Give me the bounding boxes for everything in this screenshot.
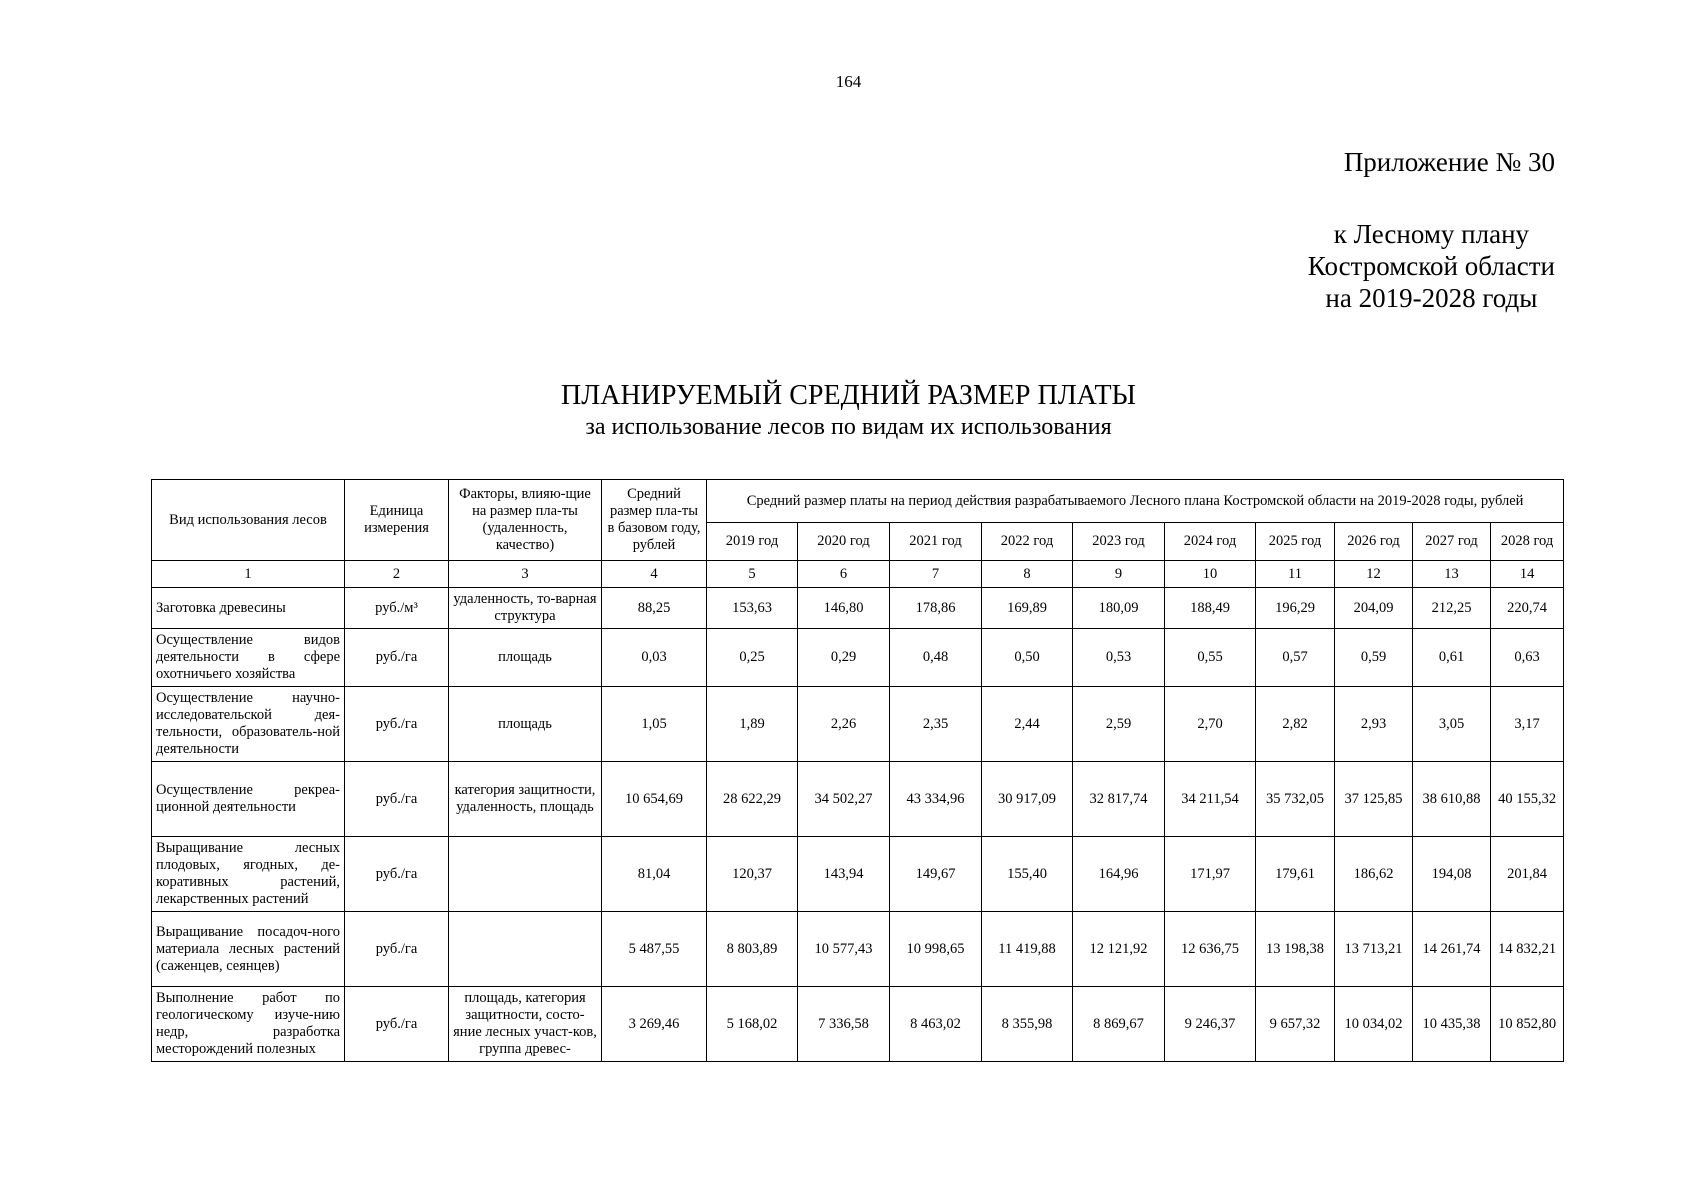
appendix-reference [1308,218,1555,314]
year-value: 0,59 [1335,629,1413,687]
header-year: 2024 год [1165,523,1256,561]
use-type-cell: Заготовка древесины [152,588,345,629]
factors-cell [449,912,602,987]
table-row [152,687,1564,762]
document-subtitle: за использование лесов по видам их использования [585,414,1112,440]
column-number: 13 [1413,561,1491,588]
table-row [152,588,1564,629]
use-type-cell: Осуществление видов деятельности в сфере охотничьего хозяйства [152,629,345,687]
year-value: 13 713,21 [1335,912,1413,987]
year-value: 13 198,38 [1256,912,1335,987]
appendix-reference-line: Костромской области [1307,251,1555,281]
header-year: 2027 год [1413,523,1491,561]
year-value: 8 803,89 [707,912,798,987]
base-year-value: 88,25 [602,588,707,629]
base-year-value: 0,03 [602,629,707,687]
year-value: 1,89 [707,687,798,762]
year-value: 30 917,09 [982,762,1073,837]
year-value: 34 211,54 [1165,762,1256,837]
header-unit: Единица измерения [345,480,449,561]
use-type-cell: Осуществление рекреа-ционной деятельности [152,762,345,837]
table-row [152,987,1564,1062]
year-value: 0,48 [890,629,982,687]
factors-cell: удаленность, то-варная структура [449,588,602,629]
year-value: 10 852,80 [1491,987,1564,1062]
header-year: 2025 год [1256,523,1335,561]
year-value: 146,80 [798,588,890,629]
year-value: 0,57 [1256,629,1335,687]
payment-table [151,479,1564,1062]
factors-cell: площадь [449,687,602,762]
column-number: 1 [152,561,345,588]
column-number: 8 [982,561,1073,588]
year-value: 180,09 [1073,588,1165,629]
document-title: ПЛАНИРУЕМЫЙ СРЕДНИЙ РАЗМЕР ПЛАТЫ [561,380,1136,411]
header-year: 2022 год [982,523,1073,561]
year-value: 10 577,43 [798,912,890,987]
year-value: 201,84 [1491,837,1564,912]
year-value: 8 355,98 [982,987,1073,1062]
base-year-value: 5 487,55 [602,912,707,987]
appendix-title: Приложение № 30 [1343,147,1555,177]
year-value: 2,70 [1165,687,1256,762]
year-value: 10 034,02 [1335,987,1413,1062]
header-use-type: Вид использования лесов [152,480,345,561]
table-row [152,762,1564,837]
year-value: 0,29 [798,629,890,687]
column-number: 6 [798,561,890,588]
year-value: 37 125,85 [1335,762,1413,837]
base-year-value: 81,04 [602,837,707,912]
unit-cell: руб./га [345,687,449,762]
header-base-year: Средний размер пла-ты в базовом году, рублей [602,480,707,561]
table-row [152,629,1564,687]
column-number: 9 [1073,561,1165,588]
year-value: 171,97 [1165,837,1256,912]
year-value: 2,82 [1256,687,1335,762]
year-value: 155,40 [982,837,1073,912]
factors-cell: площадь [449,629,602,687]
year-value: 196,29 [1256,588,1335,629]
year-value: 14 832,21 [1491,912,1564,987]
year-value: 0,55 [1165,629,1256,687]
year-value: 12 121,92 [1073,912,1165,987]
document-title-block [0,380,1697,442]
use-type-cell: Выполнение работ по геологическому изуче-нию недр, разработка месторождений полезных [152,987,345,1062]
header-year: 2026 год [1335,523,1413,561]
factors-cell: категория защитности, удаленность, площадь [449,762,602,837]
year-value: 149,67 [890,837,982,912]
column-number: 7 [890,561,982,588]
column-number: 3 [449,561,602,588]
header-period: Средний размер платы на период действия разрабатываемого Лесного плана Костромской области на 2019-2028 годы, рублей [707,480,1564,523]
year-value: 32 817,74 [1073,762,1165,837]
unit-cell: руб./га [345,987,449,1062]
year-value: 2,44 [982,687,1073,762]
column-number: 4 [602,561,707,588]
year-value: 28 622,29 [707,762,798,837]
header-row [152,480,1564,523]
unit-cell: руб./га [345,762,449,837]
year-value: 8 463,02 [890,987,982,1062]
year-value: 194,08 [1413,837,1491,912]
year-value: 212,25 [1413,588,1491,629]
year-value: 120,37 [707,837,798,912]
year-value: 10 998,65 [890,912,982,987]
use-type-cell: Осуществление научно-исследовательской дея-тельности, образователь-ной деятельности [152,687,345,762]
year-value: 12 636,75 [1165,912,1256,987]
year-value: 186,62 [1335,837,1413,912]
column-numbers-row [152,561,1564,588]
column-number: 12 [1335,561,1413,588]
unit-cell: руб./м³ [345,588,449,629]
table-row [152,837,1564,912]
year-value: 169,89 [982,588,1073,629]
year-value: 204,09 [1335,588,1413,629]
factors-cell [449,837,602,912]
table-header [152,480,1564,561]
year-value: 179,61 [1256,837,1335,912]
year-value: 9 246,37 [1165,987,1256,1062]
table-body [152,561,1564,1062]
year-value: 0,50 [982,629,1073,687]
year-value: 2,59 [1073,687,1165,762]
year-value: 40 155,32 [1491,762,1564,837]
unit-cell: руб./га [345,912,449,987]
header-factors: Факторы, влияю-щие на размер пла-ты (удаленность, качество) [449,480,602,561]
year-value: 2,26 [798,687,890,762]
year-value: 178,86 [890,588,982,629]
column-number: 5 [707,561,798,588]
appendix-reference-line: к Лесному плану [1333,219,1530,249]
year-value: 0,61 [1413,629,1491,687]
year-value: 5 168,02 [707,987,798,1062]
year-value: 34 502,27 [798,762,890,837]
year-value: 8 869,67 [1073,987,1165,1062]
header-year: 2021 год [890,523,982,561]
base-year-value: 10 654,69 [602,762,707,837]
year-value: 35 732,05 [1256,762,1335,837]
year-value: 9 657,32 [1256,987,1335,1062]
base-year-value: 3 269,46 [602,987,707,1062]
year-value: 0,63 [1491,629,1564,687]
table-row [152,912,1564,987]
column-number: 2 [345,561,449,588]
use-type-cell: Выращивание лесных плодовых, ягодных, де-коративных растений, лекарственных растений [152,837,345,912]
year-value: 3,05 [1413,687,1491,762]
year-value: 220,74 [1491,588,1564,629]
unit-cell: руб./га [345,629,449,687]
year-value: 153,63 [707,588,798,629]
year-value: 2,93 [1335,687,1413,762]
year-value: 11 419,88 [982,912,1073,987]
factors-cell: площадь, категория защитности, состо-яние лесных участ-ков, группа древес- [449,987,602,1062]
year-value: 3,17 [1491,687,1564,762]
header-year: 2020 год [798,523,890,561]
page-number: 164 [835,72,862,91]
year-value: 143,94 [798,837,890,912]
unit-cell: руб./га [345,837,449,912]
year-value: 188,49 [1165,588,1256,629]
year-value: 2,35 [890,687,982,762]
year-value: 43 334,96 [890,762,982,837]
column-number: 14 [1491,561,1564,588]
appendix-reference-line: на 2019-2028 годы [1325,283,1538,313]
column-number: 11 [1256,561,1335,588]
year-value: 38 610,88 [1413,762,1491,837]
base-year-value: 1,05 [602,687,707,762]
year-value: 0,25 [707,629,798,687]
column-number: 10 [1165,561,1256,588]
year-value: 7 336,58 [798,987,890,1062]
year-value: 10 435,38 [1413,987,1491,1062]
use-type-cell: Выращивание посадоч-ного материала лесных растений (саженцев, сеянцев) [152,912,345,987]
year-value: 0,53 [1073,629,1165,687]
year-value: 164,96 [1073,837,1165,912]
header-year: 2023 год [1073,523,1165,561]
year-value: 14 261,74 [1413,912,1491,987]
header-year: 2019 год [707,523,798,561]
header-year: 2028 год [1491,523,1564,561]
